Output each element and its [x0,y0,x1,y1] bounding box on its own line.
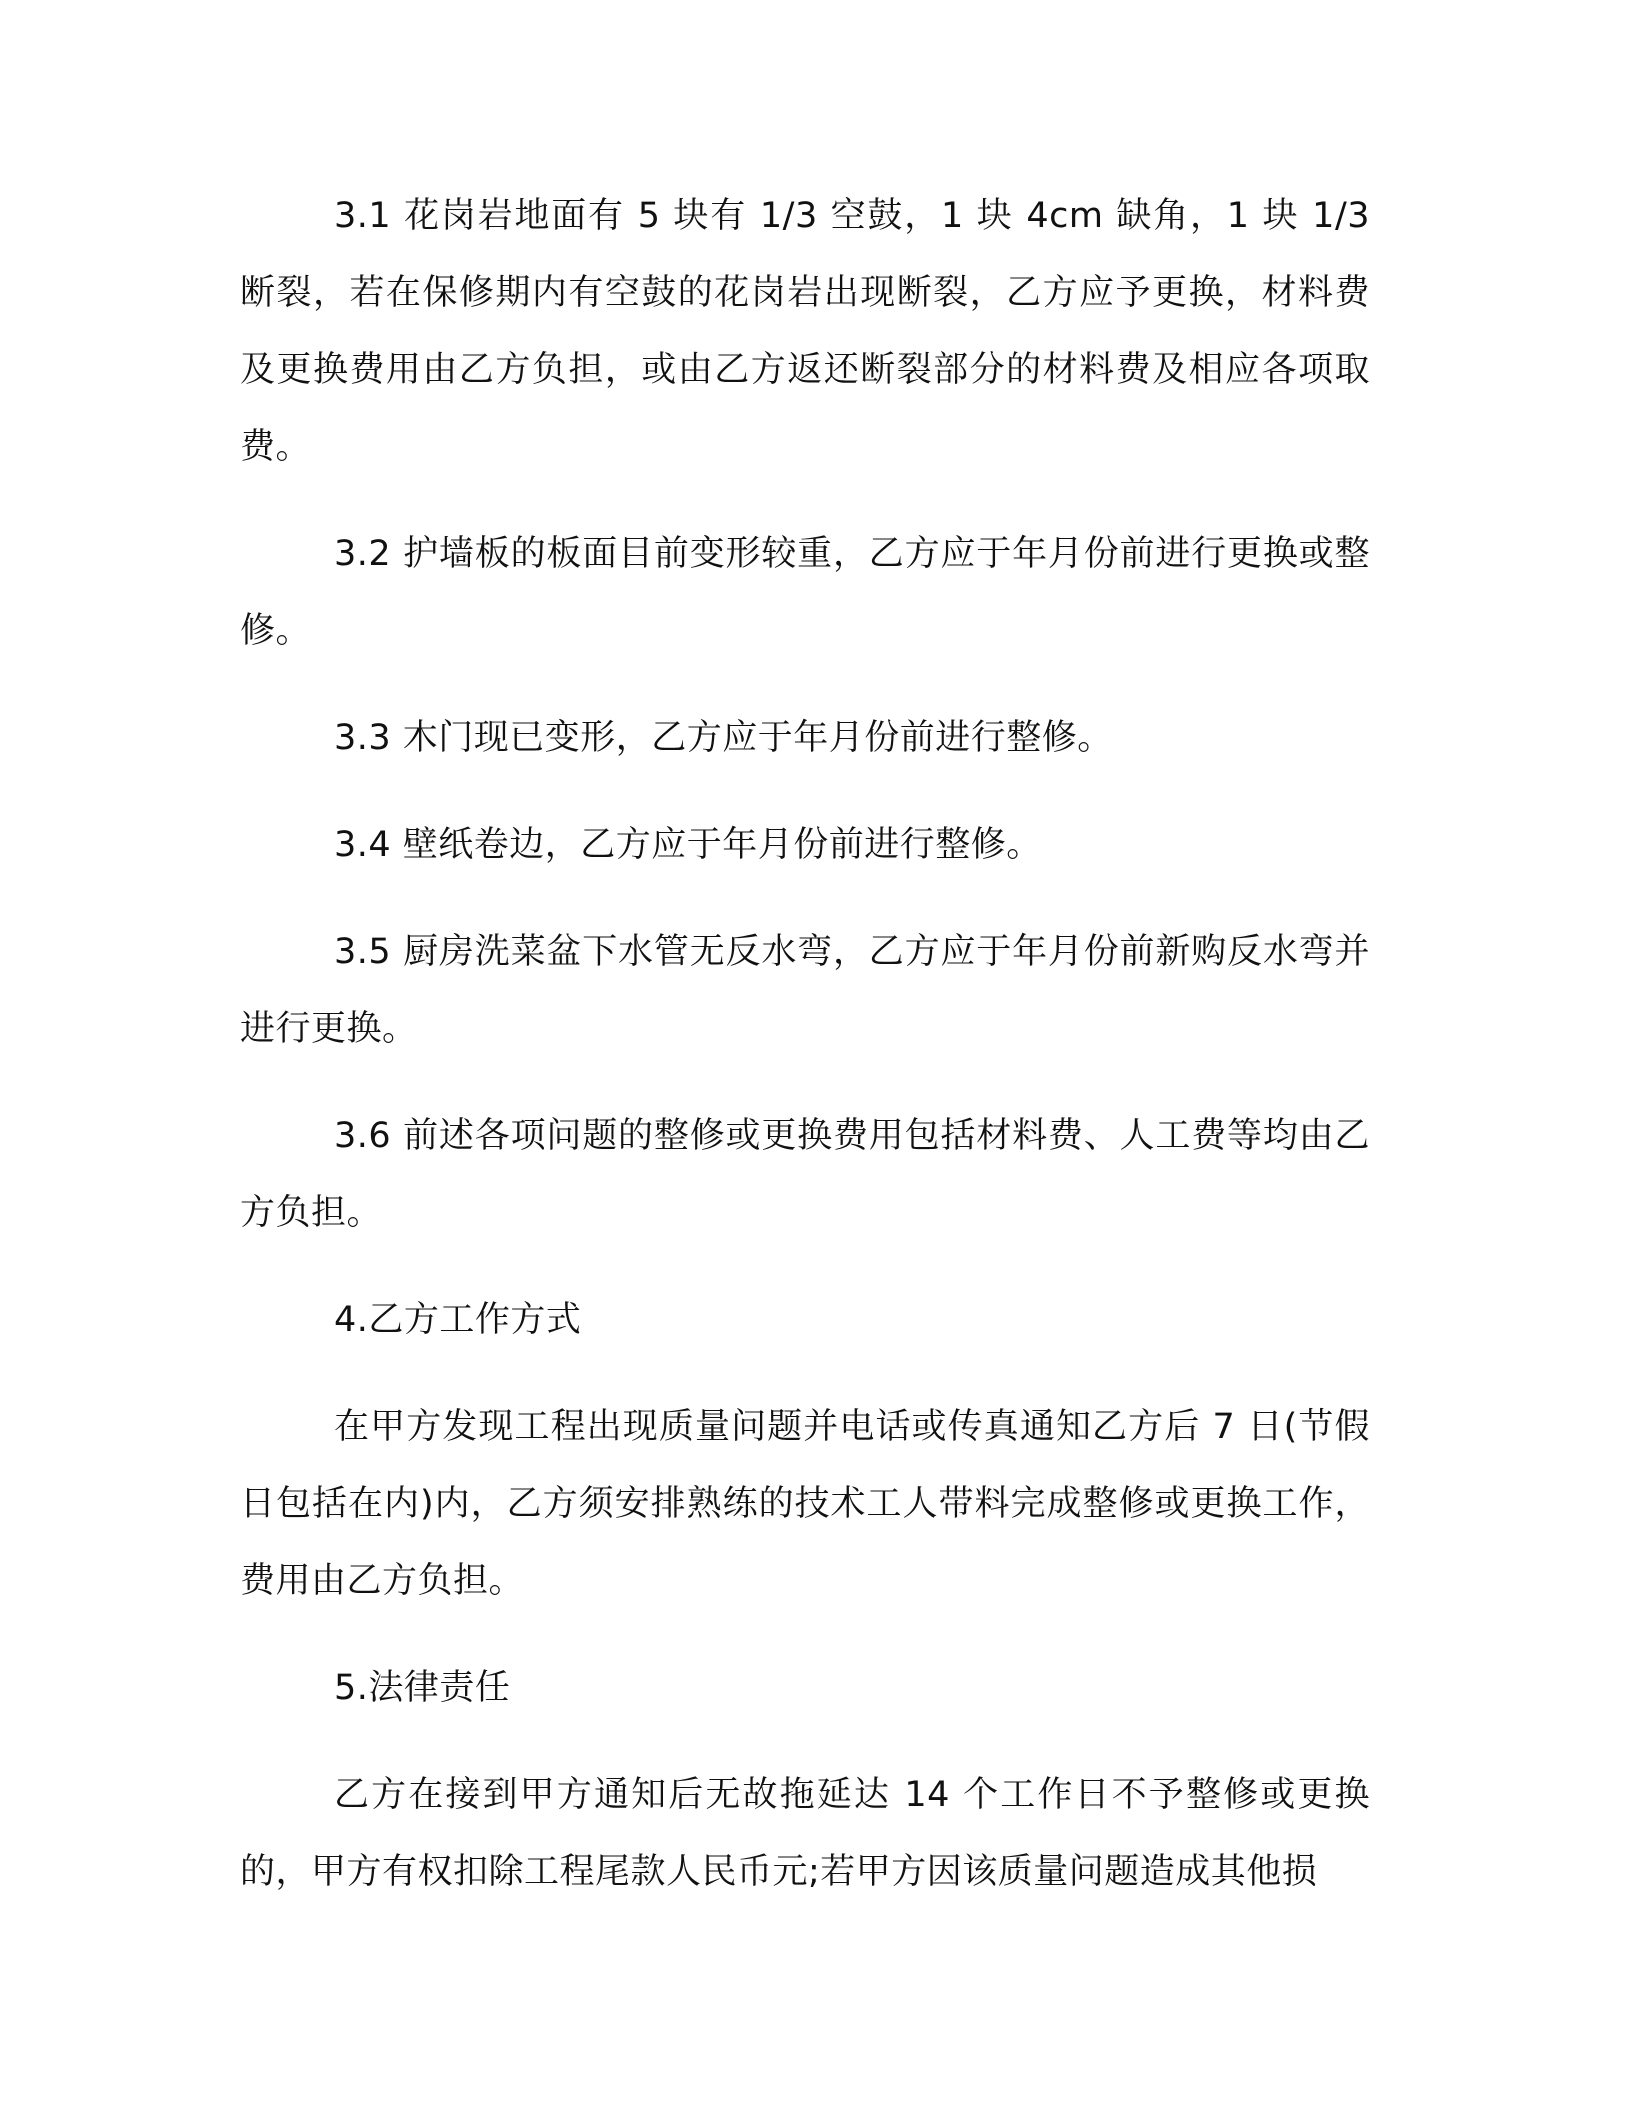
clause-3-2: 3.2 护墙板的板面目前变形较重，乙方应于年月份前进行更换或整修。 [240,534,1370,651]
clause-3-5: 3.5 厨房洗菜盆下水管无反水弯，乙方应于年月份前新购反水弯并进行更换。 [240,932,1370,1049]
clause-3-6: 3.6 前述各项问题的整修或更换费用包括材料费、人工费等均由乙方负担。 [240,1116,1370,1233]
document-body [240,178,1370,1941]
section-5-heading: 5.法律责任 [334,1668,511,1708]
section-4-heading: 4.乙方工作方式 [334,1300,582,1340]
section-4-body: 在甲方发现工程出现质量问题并电话或传真通知乙方后 7 日(节假日包括在内)内，乙方须安排熟练的技术工人带料完成整修或更换工作，费用由乙方负担。 [240,1407,1370,1601]
clause-3-3: 3.3 木门现已变形，乙方应于年月份前进行整修。 [334,718,1113,758]
clause-3-1: 3.1 花岗岩地面有 5 块有 1/3 空鼓，1 块 4cm 缺角，1 块 1/3 断裂，若在保修期内有空鼓的花岗岩出现断裂，乙方应予更换，材料费及更换费用由乙方负担，或由乙方返还断裂部分的材料费及相应各项取费。 [240,196,1370,467]
clause-3-4: 3.4 壁纸卷边，乙方应于年月份前进行整修。 [334,825,1042,865]
section-5-body: 乙方在接到甲方通知后无故拖延达 14 个工作日不予整修或更换的，甲方有权扣除工程尾款人民币元;若甲方因该质量问题造成其他损 [240,1775,1370,1892]
